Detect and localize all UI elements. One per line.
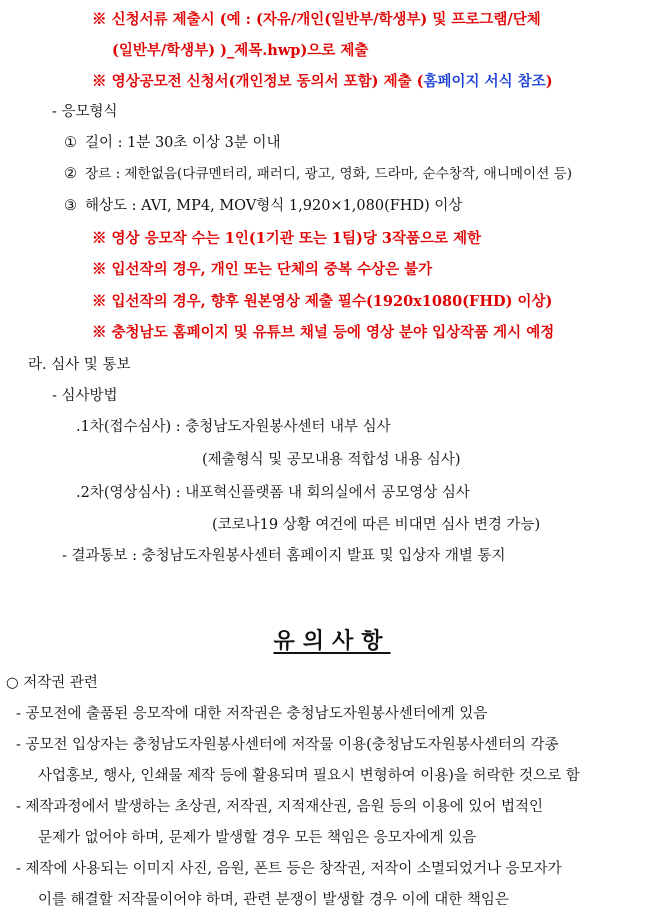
item-number: ③ (64, 198, 77, 214)
note-mark: ※ (92, 11, 107, 28)
review-method-title: - 심사방법 (52, 388, 118, 404)
review-round-2-detail: (코로나19 상황 여건에 따른 비대면 심사 변경 가능) (212, 517, 541, 533)
note-text: 신청서류 제출시 (예 : (자유/개인(일반부/학생부) 및 프로그램/단체 (111, 11, 541, 28)
submission-note-2 (92, 72, 553, 92)
submission-note-1-cont: (일반부/학생부) )_제목.hwp)으로 제출 (112, 42, 369, 59)
copyright-line-1: - 공모전에 출품된 응모작에 대한 저작권은 충청남도자원봉사센터에게 있음 (16, 706, 488, 722)
item-text: 길이 : 1분 30초 이상 3분 이내 (85, 135, 281, 151)
copyright-line-3-cont: 문제가 없어야 하며, 문제가 발생할 경우 모든 책임은 응모자에게 있음 (38, 830, 477, 846)
review-round-1-detail: (제출형식 및 공모내용 적합성 내용 심사) (202, 452, 461, 468)
item-text: 장르 : 제한없음(다큐멘터리, 패러디, 광고, 영화, 드라마, 순수창작, 애니메이션 등) (85, 166, 573, 182)
format-note-limit: ※ 영상 응모작 수는 1인(1기관 또는 1팀)당 3작품으로 제한 (92, 230, 482, 247)
format-section-title: - 응모형식 (52, 104, 118, 120)
note-mark: ※ (92, 73, 107, 90)
submission-note-1 (92, 10, 541, 30)
copyright-line-2: - 공모전 입상자는 충청남도자원봉사센터에 저작물 이용(충청남도자원봉사센터의 각종 (16, 737, 559, 753)
format-note-original: ※ 입선작의 경우, 향후 원본영상 제출 필수(1920x1080(FHD) 이상) (92, 293, 553, 310)
copyright-line-4: - 제작에 사용되는 이미지 사진, 음원, 폰트 등은 창작권, 저작이 소멸되었거나 응모자가 (16, 861, 562, 877)
copyright-line-2-cont: 사업홍보, 행사, 인쇄물 제작 등에 활용되며 필요시 변형하여 이용)을 허락한 것으로 함 (38, 768, 580, 784)
homepage-form-reference: 홈페이지 서식 참조 (423, 73, 546, 90)
note-text-close: ) (545, 73, 553, 90)
format-item-length (64, 133, 281, 153)
caution-heading: 유의사항 (273, 629, 391, 654)
result-notification: - 결과통보 : 충청남도자원봉사센터 홈페이지 발표 및 입상자 개별 통지 (62, 548, 506, 564)
item-number: ② (64, 166, 77, 182)
copyright-line-4-cont: 이를 해결할 저작물이어야 하며, 관련 분쟁이 발생할 경우 이에 대한 책임은 (38, 892, 509, 908)
item-text: 해상도 : AVI, MP4, MOV형식 1,920×1,080(FHD) 이상 (85, 198, 463, 214)
format-item-genre (64, 164, 572, 184)
format-note-publish: ※ 충청남도 홈페이지 및 유튜브 채널 등에 영상 분야 입상작품 게시 예정 (92, 324, 555, 341)
format-item-resolution (64, 196, 462, 216)
format-note-duplicate: ※ 입선작의 경우, 개인 또는 단체의 중복 수상은 불가 (92, 261, 433, 278)
copyright-title: ○ 저작권 관련 (6, 675, 98, 691)
note-text: 영상공모전 신청서(개인정보 동의서 포함) 제출 ( (111, 73, 424, 90)
review-round-2: .2차(영상심사) : 내포혁신플랫폼 내 회의실에서 공모영상 심사 (76, 485, 470, 501)
item-number: ① (64, 135, 77, 151)
review-section-title: 라. 심사 및 통보 (28, 357, 131, 373)
review-round-1: .1차(접수심사) : 충청남도자원봉사센터 내부 심사 (76, 419, 391, 435)
copyright-line-3: - 제작과정에서 발생하는 초상권, 저작권, 지적재산권, 음원 등의 이용에 있어 법적인 (16, 799, 544, 815)
